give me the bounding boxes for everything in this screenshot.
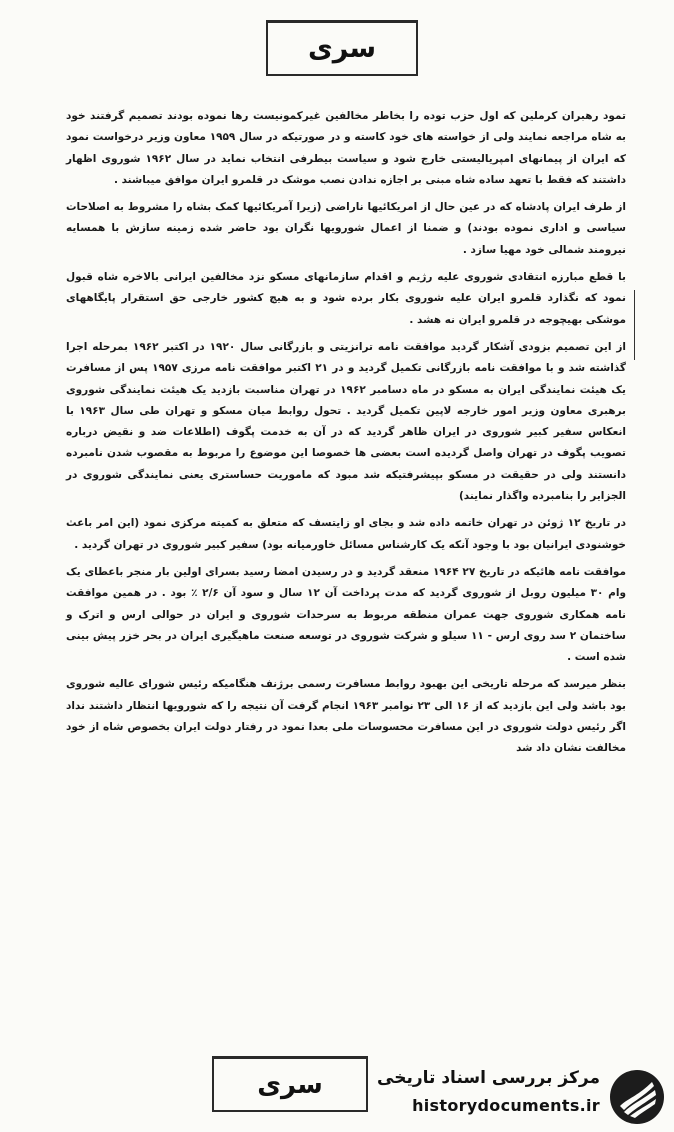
organization-name: مرکز بررسی اسناد تاریخی	[377, 1068, 600, 1088]
paragraph: تمود رهبران کرملین که اول حزب توده را بخاطر مخالفین غیرکمونیست رها نموده بودند تصمیم گرفتند خود به شاه مراجعه نمایند ولی از خواسته های خود کاسته و در صورتیکه در سال ۱۹۵۹ معاون وزیر درخواست نمود که ایران از پیمانهای امپریالیستی خارج شود و سیاست بیطرفی انتخاب نماید در سال ۱۹۶۲ شوروی اظهار داشتند که فقط با تعهد ساده شاه مبنی بر اجازه ندادن نصب موشک در قلمرو ایران موافق میباشند .	[66, 110, 627, 186]
stamp-label: سری	[307, 33, 377, 64]
margin-bracket-mark	[624, 290, 635, 360]
classification-stamp-bottom	[212, 1056, 368, 1112]
archive-book-icon	[608, 1068, 666, 1126]
paragraph: از این تصمیم بزودی آشکار گردید موافقت نامه ترانزیتی و بازرگانی سال ۱۹۲۰ در اکتبر ۱۹۶۲ بمرحله اجرا گذاشته شد و با موافقت نامه بازرگانی تکمیل گردید و در ۲۱ اکتبر موافقت نامه مرزی ۱۹۵۷ پس از مسافرت یک هیئت نمایندگی ایران به مسکو در ماه دسامبر ۱۹۶۲ در تهران مناسبت بازدید یک هیئت نمایندگی شوروی برهبری معاون وزیر امور خارجه لاپین تکمیل گردید . تحول روابط میان مسکو و تهران طی سال ۱۹۶۳ با انعکاس سفیر کبیر شوروی در ایران ظاهر گردید که در آن به خدمت پگوف (اطلاعات ضد و نقیض درباره تصویب پگوف در تهران واصل گردیده است بعضی ها خصوصا این موضوع را مربوط به مقصوب شدن نامبرده دانستند ولی در حقیقت در مسکو بپیشرفتیکه شد مبود که ماموریت حساستری یعنی نمایندگی شوروی در الجزایر را بنامبرده واگذار نمایند)	[66, 340, 627, 503]
paragraph: با قطع مبارزه انتقادی شوروی علیه رژیم و اقدام سازمانهای مسکو نزد مخالفین ایرانی بالاخره شاه قبول نمود که نگذارد قلمرو ایران علیه شوروی بکار برده شود و به هیچ کشور خارجی حق استقرار پایگاههای موشکی بهیچوجه در قلمرو ایران نه هشد .	[66, 271, 626, 326]
paragraph: از طرف ایران پادشاه که در عین حال از امریکائیها ناراضی (زیرا آمریکائیها کمک بشاه را مشروط به اصلاحات سیاسی و اداری نموده بودند) و ضمنا از اعمال شورویها نگران بود حاضر شده زمینه سازش با همسایه نیرومند شمالی خود مهیا سازد .	[66, 201, 626, 256]
archive-logo	[377, 1064, 666, 1128]
paragraph: موافقت نامه هائیکه در تاریخ ۲۷ ۱۹۶۴ منعقد گردید و در رسیدن امضا رسید بسرای اولین بار منجر باعطای یک وام ۳۰ میلیون روبل از شوروی گردید که مدت پرداخت آن ۱۲ سال و سود آن ۲/۶ ٪ بود . در همین موافقت نامه همکاری شوروی جهت عمران منطقه مربوط به سرحدات شوروی و ایران در حوالی ارس و اترک و ساختمان ۲ سد روی ارس - ۱۱ سیلو و شرکت شوروی در توسعه صنعت ماهیگیری ایران در بحر خزر پیش بینی شده است .	[66, 565, 626, 664]
stamp-label: سری	[257, 1070, 323, 1100]
classification-stamp-top	[266, 20, 418, 76]
document-body	[66, 106, 626, 766]
website-label: historydocuments.ir	[412, 1096, 600, 1115]
paragraph: در تاریخ ۱۲ ژوئن در تهران خاتمه داده شد و بجای او زایتسف که متعلق به کمیته مرکزی نمود (این امر باعث خوشنودی ایرانیان بود با وجود آنکه یک کارشناس مسائل خاورمیانه بود) سفیر کبیر شوروی در تهران گردید .	[66, 517, 627, 551]
paragraph: بنظر میرسد که مرحله تاریخی این بهبود روابط مسافرت رسمی برژنف هنگامیکه رئیس شورای عالیه شوروی بود باشد ولی این بازدید که از ۱۶ الی ۲۳ نوامبر ۱۹۶۳ انجام گرفت آن نتیجه را که شورویها انتظار داشتند نداد اگر رئیس دولت شوروی در این مسافرت محسوسات ملی بعدا نمود در رفتار دولت ایران بخصوص شاه از خود مخالفت نشان داد شد	[66, 678, 626, 755]
